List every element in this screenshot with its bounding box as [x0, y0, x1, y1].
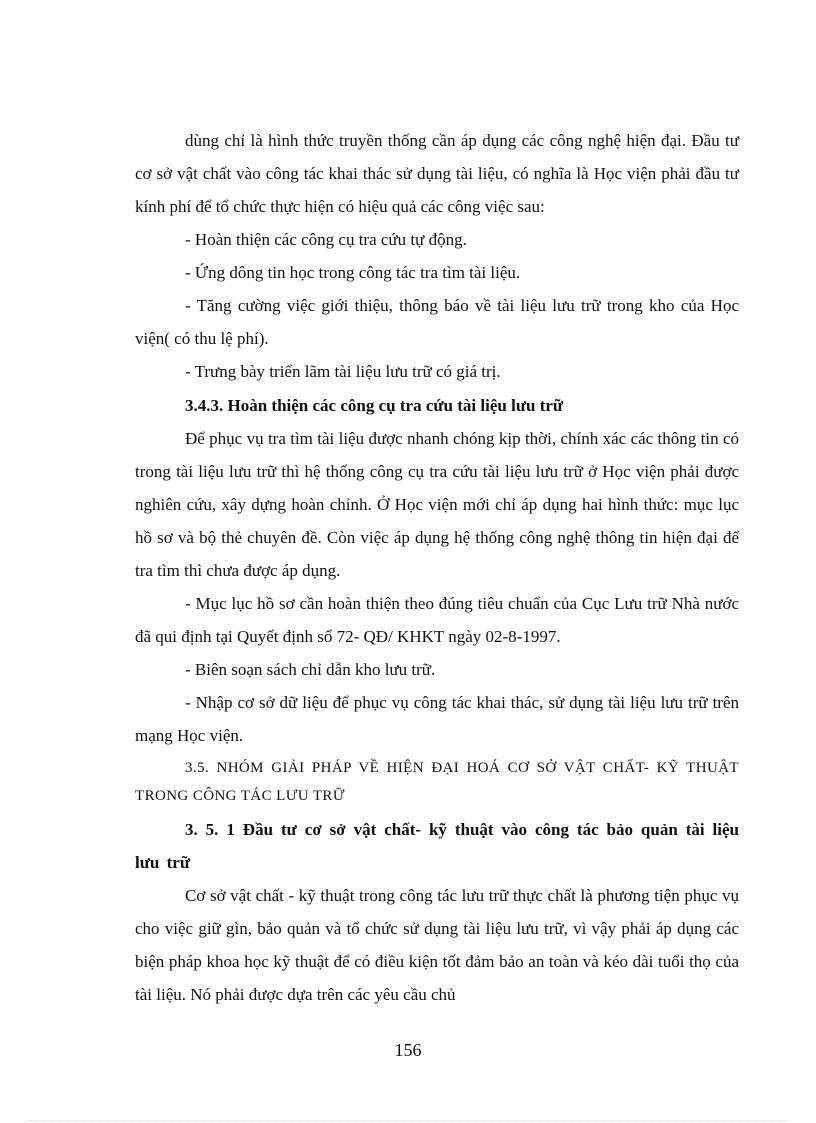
section-heading-3-5-1: 3. 5. 1 Đầu tư cơ sở vật chất- kỹ thuật vào công tác bảo quản tài liệu lưu trữ [135, 820, 739, 872]
bullet-item: - Nhập cơ sở dữ liệu để phục vụ công tác khai thác, sử dụng tài liệu lưu trữ trên mạng Học viện. [135, 693, 739, 745]
section-paragraph-3-4-3: Để phục vụ tra tìm tài liệu được nhanh chóng kịp thời, chính xác các thông tin có trong tài liệu lưu trữ thì hệ thống công cụ tra cứu tài liệu lưu trữ ở Học viện phải được nghiên cứu, xây dựng hoàn chỉnh. Ở Học viện mới chỉ áp dụng hai hình thức: mục lục hồ sơ và bộ thẻ chuyên đề. Còn việc áp dụng hệ thống công nghệ thông tin hiện đại để tra tìm thì chưa được áp dụng. [135, 429, 739, 580]
bullet-item: - Mục lục hồ sơ cần hoàn thiện theo đúng tiêu chuẩn của Cục Lưu trữ Nhà nước đã qui định tại Quyết định số 72- QĐ/ KHKT ngày 02-8-1997. [135, 594, 739, 646]
section-heading-3-4-3: 3.4.3. Hoàn thiện các công cụ tra cứu tài liệu lưu trữ [185, 396, 564, 415]
page-body [135, 124, 739, 1011]
page-number: 156 [394, 1040, 422, 1060]
section-paragraph-3-5-1: Cơ sở vật chất - kỹ thuật trong công tác lưu trữ thực chất là phương tiện phục vụ cho việc giữ gìn, bảo quản và tổ chức sử dụng tài liệu lưu trữ, vì vậy phải áp dụng các biện pháp khoa học kỹ thuật để có điều kiện tốt đảm bảo an toàn và kéo dài tuổi thọ của tài liệu. Nó phải được dựa trên các yêu cầu chủ [135, 886, 739, 1004]
bullet-item: - Biên soạn sách chỉ dẫn kho lưu trữ. [185, 660, 436, 679]
bullet-item: - Ứng dông tin học trong công tác tra tìm tài liệu. [185, 263, 521, 282]
footer-divider [28, 1120, 788, 1121]
bullet-item: - Trưng bày triển lãm tài liệu lưu trữ có giá trị. [185, 362, 501, 381]
intro-paragraph: dùng chỉ là hình thức truyền thống cần áp dụng các công nghệ hiện đại. Đầu tư cơ sở vật chất vào công tác khai thác sử dụng tài liệu, có nghĩa là Học viện phải đầu tư kính phí để tổ chức thực hiện có hiệu quả các công việc sau: [135, 131, 739, 216]
bullet-item: - Hoàn thiện các công cụ tra cứu tự động. [185, 230, 467, 249]
section-heading-3-5: 3.5. NHÓM GIẢI PHÁP VỀ HIỆN ĐẠI HOÁ CƠ SỞ VẬT CHẤT- KỸ THUẬT TRONG CÔNG TÁC LƯU TRỮ [135, 760, 739, 804]
bullet-item: - Tăng cường việc giới thiệu, thông báo về tài liệu lưu trữ trong kho của Học viện( có thu lệ phí). [135, 296, 739, 348]
